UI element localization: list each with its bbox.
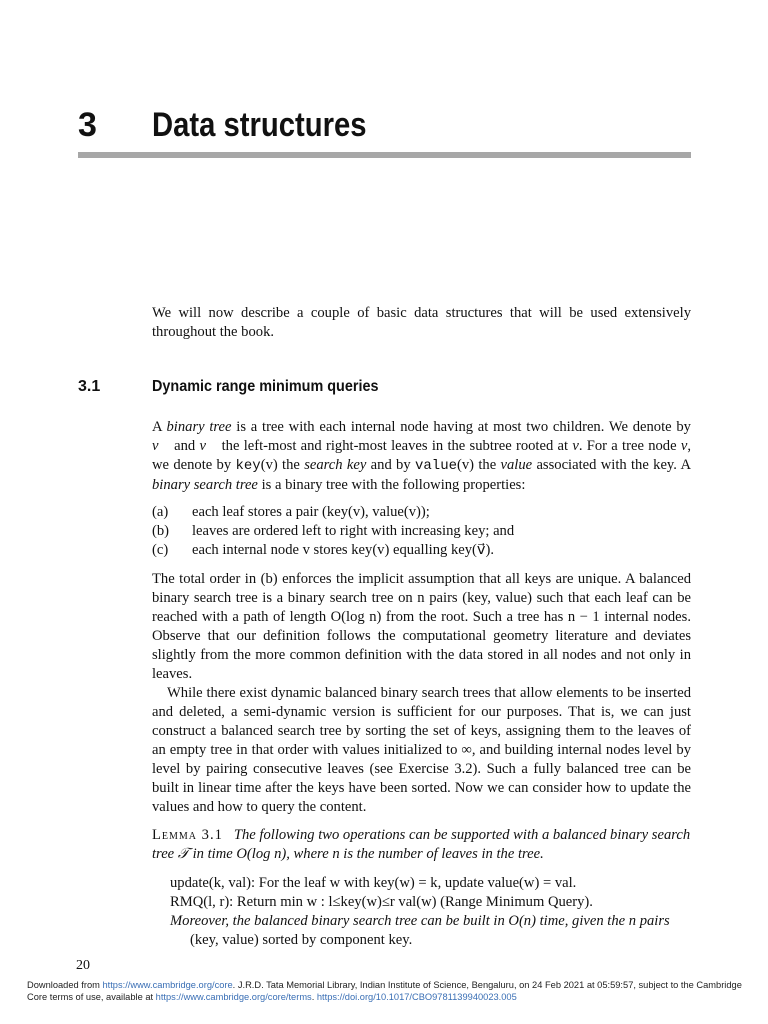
chapter-number: 3 bbox=[78, 106, 97, 144]
rmq-operation: RMQ(l, r): Return min w : l≤key(w)≤r val(w) (Range Minimum Query). bbox=[170, 894, 593, 910]
list-text: each internal node v stores key(v) equalling key(v⃗). bbox=[192, 542, 495, 558]
build-statement-continued: (key, value) sorted by component key. bbox=[190, 932, 413, 948]
lemma-statement bbox=[152, 826, 691, 864]
semi-dynamic-paragraph: While there exist dynamic balanced binary search trees that allow elements to be inserted and deleted, a semi-dynamic version is sufficient for our purposes. That is, we can just construct a balanced search tree by sorting the set of keys, assigning them to the leaves of an empty tree in that order with values initialized to ∞, and building internal nodes level by level by pairing consecutive leaves (see Exercise 3.2). Such a fully balanced tree can be built in linear time after the keys have been sorted. Now we can consider how to update the values and how to query the content. bbox=[152, 685, 691, 815]
lemma-label: Lemma 3.1 bbox=[152, 827, 223, 843]
update-operation: update(k, val): For the leaf w with key(w) = k, update value(w) = val. bbox=[170, 875, 577, 891]
properties-list bbox=[152, 503, 691, 560]
doi-link[interactable]: https://doi.org/10.1017/CBO9781139940023.005 bbox=[316, 992, 517, 1002]
balanced-tree-paragraph: The total order in (b) enforces the implicit assumption that all keys are unique. A balanced binary search tree is a binary search tree on n pairs (key, value) such that each leaf can be reached with a path of length O(log n) from the root. Such a tree has n − 1 internal nodes. Observe that our definition follows the computational geometry literature and deviates slightly from the more common definition with the data stored in all nodes and not only in leaves. bbox=[152, 571, 691, 682]
list-marker: (c) bbox=[152, 542, 169, 558]
download-footer: Downloaded from https://www.cambridge.org/core. J.R.D. Tata Memorial Library, Indian Institute of Science, Bengaluru, on 24 Feb 2021 at 05:59:57, subject to the Cambridge Core terms of use, available at https://www.cambridge.org/core/terms. https://doi.org/10.1017/CBO9781139940023.005 bbox=[27, 980, 742, 1002]
build-statement: Moreover, the balanced binary search tree can be built in O(n) time, given the n pairs bbox=[170, 913, 670, 929]
list-marker: (a) bbox=[152, 504, 169, 520]
binary-tree-paragraph: A binary tree is a tree with each internal node having at most two children. We denote by v⃖ and v⃗ the left-most and right-most leaves in the subtree rooted at v. For a tree node v, we denote by key(v) the search key and by value(v) the value associated with the key. A binary search tree is a binary tree with the following properties: bbox=[152, 419, 691, 493]
list-item bbox=[152, 522, 691, 541]
chapter-rule bbox=[78, 152, 691, 158]
section-title: Dynamic range minimum queries bbox=[152, 378, 379, 395]
section-number: 3.1 bbox=[78, 378, 101, 395]
list-text: leaves are ordered left to right with increasing key; and bbox=[192, 523, 515, 539]
page-number: 20 bbox=[76, 958, 90, 973]
list-text: each leaf stores a pair (key(v), value(v)); bbox=[192, 504, 430, 520]
list-item bbox=[152, 541, 691, 560]
lemma-body: The following two operations can be supported with a balanced binary search tree 𝒯 in time O(log n), where n is the number of leaves in the tree. bbox=[152, 827, 691, 862]
cambridge-core-link[interactable]: https://www.cambridge.org/core bbox=[102, 980, 233, 990]
chapter-title: Data structures bbox=[152, 106, 367, 144]
intro-paragraph: We will now describe a couple of basic data structures that will be used extensively throughout the book. bbox=[152, 305, 691, 340]
lemma-operations bbox=[170, 874, 691, 950]
list-marker: (b) bbox=[152, 523, 170, 539]
list-item bbox=[152, 503, 691, 522]
terms-link[interactable]: https://www.cambridge.org/core/terms bbox=[155, 992, 312, 1002]
